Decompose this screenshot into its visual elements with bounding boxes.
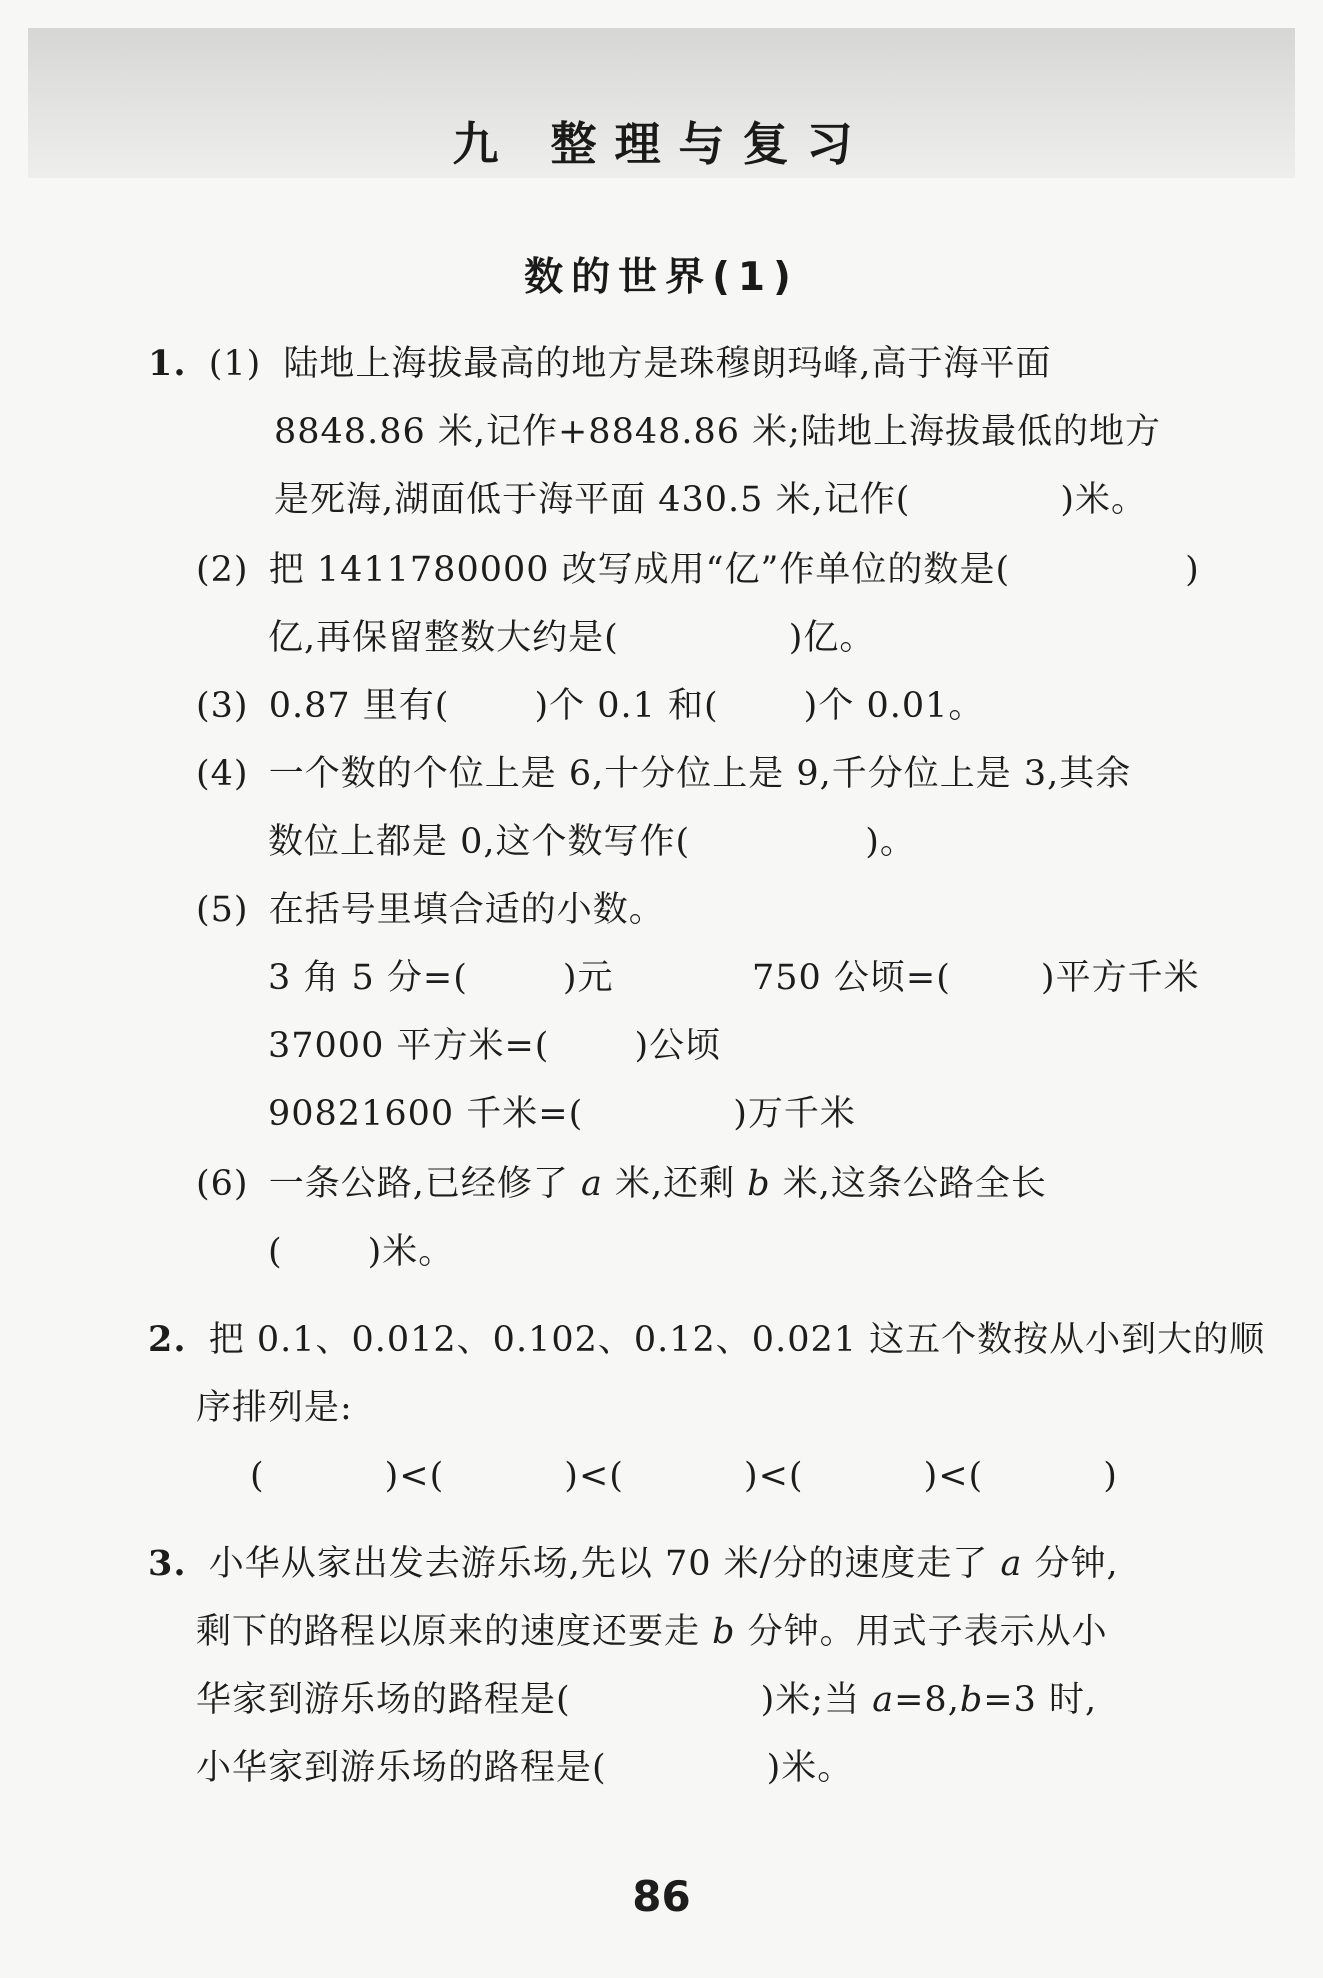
section-title: 数的世界(1) (524, 255, 799, 300)
q1-part-5-text: 在括号里填合适的小数。 (268, 890, 665, 930)
q1-part-1-text-after-blank: )米。 (1060, 480, 1148, 520)
q1-part-2-text-3: )亿。 (788, 618, 876, 658)
q1-part-4-line-1 (196, 750, 1131, 798)
q1-part-2-line-2 (268, 614, 875, 662)
q1-line-1 (148, 340, 1052, 388)
q1-part-5-line-1 (196, 886, 665, 934)
q1-part-5-label: (5) (196, 890, 249, 930)
variable-a: a (872, 1680, 895, 1720)
q1-part-3-label: (3) (196, 686, 249, 726)
q1-part-2-close: ) (1185, 550, 1200, 590)
q1-part-1-text-before-blank: 是死海,湖面低于海平面 430.5 米,记作( (274, 480, 911, 520)
q1-part-1-line-3 (274, 476, 1147, 524)
q1-part-4-line-2 (268, 818, 916, 866)
q3-text-6: )米;当 (760, 1680, 873, 1720)
variable-a: a (580, 1164, 603, 1204)
q2-text: 把 0.1、0.012、0.102、0.12、0.021 这五个数按从小到大的顺 (208, 1320, 1266, 1360)
q1-part-5-a-text: 3 角 5 分=( (268, 958, 468, 998)
q1-part-4-label: (4) (196, 754, 249, 794)
q1-part-5-item-d (268, 1090, 856, 1138)
q3-text-5: 华家到游乐场的路程是( (196, 1680, 571, 1720)
q1-part-3-text-3: )个 0.01。 (803, 686, 985, 726)
q1-part-5-c-unit: )公顷 (634, 1026, 722, 1066)
q1-part-2-text: 把 1411780000 改写成用“亿”作单位的数是( (268, 550, 1011, 590)
q1-part-3-text-1: 0.87 里有( (268, 686, 450, 726)
q3-text-3: 剩下的路程以原来的速度还要走 (196, 1612, 713, 1652)
q1-part-4-text: 一个数的个位上是 6,十分位上是 9,千分位上是 3,其余 (268, 754, 1132, 794)
q2-less-than: )<( (384, 1456, 445, 1496)
q1-part-5-item-b (752, 954, 1200, 1002)
q1-number: 1. (148, 343, 187, 384)
q2-less-than: )<( (743, 1456, 804, 1496)
q2-less-than: )<( (923, 1456, 984, 1496)
q2-order-blanks (250, 1452, 1118, 1500)
q3-text-2: 分钟, (1022, 1544, 1119, 1584)
q2-open: ( (250, 1456, 265, 1496)
q2-line-1 (148, 1316, 1265, 1364)
variable-b: b (959, 1680, 984, 1720)
q3-text-4: 分钟。用式子表示从小 (735, 1612, 1108, 1652)
q1-part-5-a-unit: )元 (562, 958, 614, 998)
q1-part-5-item-c (268, 1022, 721, 1070)
q1-part-2-text-2: 亿,再保留整数大约是( (268, 618, 619, 658)
q1-part-3-text-2: )个 0.1 和( (534, 686, 719, 726)
q1-part-5-item-a (268, 954, 614, 1002)
q1-part-6-line-2 (268, 1228, 454, 1276)
variable-a: a (1000, 1544, 1023, 1584)
q1-part-1-line-2: 8848.86 米,记作+8848.86 米;陆地上海拔最低的地方 (274, 412, 1161, 452)
q3-text-1: 小华从家出发去游乐场,先以 70 米/分的速度走了 (208, 1544, 1001, 1584)
q1-part-6-open: ( (268, 1232, 283, 1272)
q1-part-5-b-unit: )平方千米 (1040, 958, 1200, 998)
q3-text-8: =3 时, (983, 1680, 1098, 1720)
q1-part-5-d-text: 90821600 千米=( (268, 1094, 584, 1134)
q2-line-2: 序排列是: (196, 1388, 353, 1428)
q1-part-4-text-2: 数位上都是 0,这个数写作( (268, 822, 691, 862)
q3-text-10: )米。 (766, 1748, 854, 1788)
q1-part-6-text-1: 一条公路,已经修了 (268, 1164, 581, 1204)
q3-text-7: =8, (894, 1680, 960, 1720)
q3-line-4 (196, 1744, 853, 1792)
q1-part-2-line-1 (196, 546, 1200, 594)
q1-part-6-line-1 (196, 1160, 1047, 1208)
page-number: 86 (632, 1872, 691, 1921)
q2-close: ) (1103, 1456, 1118, 1496)
q3-text-9: 小华家到游乐场的路程是( (196, 1748, 607, 1788)
q1-part-6-text-2: 米,还剩 (602, 1164, 748, 1204)
q1-part-3-line (196, 682, 984, 730)
q3-line-3 (196, 1676, 1097, 1724)
chapter-title: 九 整理与复习 (452, 117, 871, 171)
q1-part-5-d-unit: )万千米 (733, 1094, 856, 1134)
q1-part-1-label: (1) (208, 344, 262, 384)
q1-part-5-b-text: 750 公顷=( (752, 958, 951, 998)
q3-line-1 (148, 1540, 1119, 1588)
q1-part-4-text-3: )。 (865, 822, 916, 862)
q2-number: 2. (148, 1319, 187, 1360)
q1-part-6-close: )米。 (367, 1232, 455, 1272)
q2-less-than: )<( (564, 1456, 624, 1496)
variable-b: b (712, 1612, 736, 1652)
q1-part-5-c-text: 37000 平方米=( (268, 1026, 550, 1066)
q1-part-2-label: (2) (196, 550, 249, 590)
variable-b: b (747, 1164, 771, 1204)
q1-part-6-label: (6) (196, 1164, 249, 1204)
q1-part-6-text-3: 米,这条公路全长 (770, 1164, 1047, 1204)
q1-part-1-text: 陆地上海拔最高的地方是珠穆朗玛峰,高于海平面 (283, 344, 1052, 384)
q3-line-2 (196, 1608, 1108, 1656)
q3-number: 3. (148, 1543, 187, 1584)
